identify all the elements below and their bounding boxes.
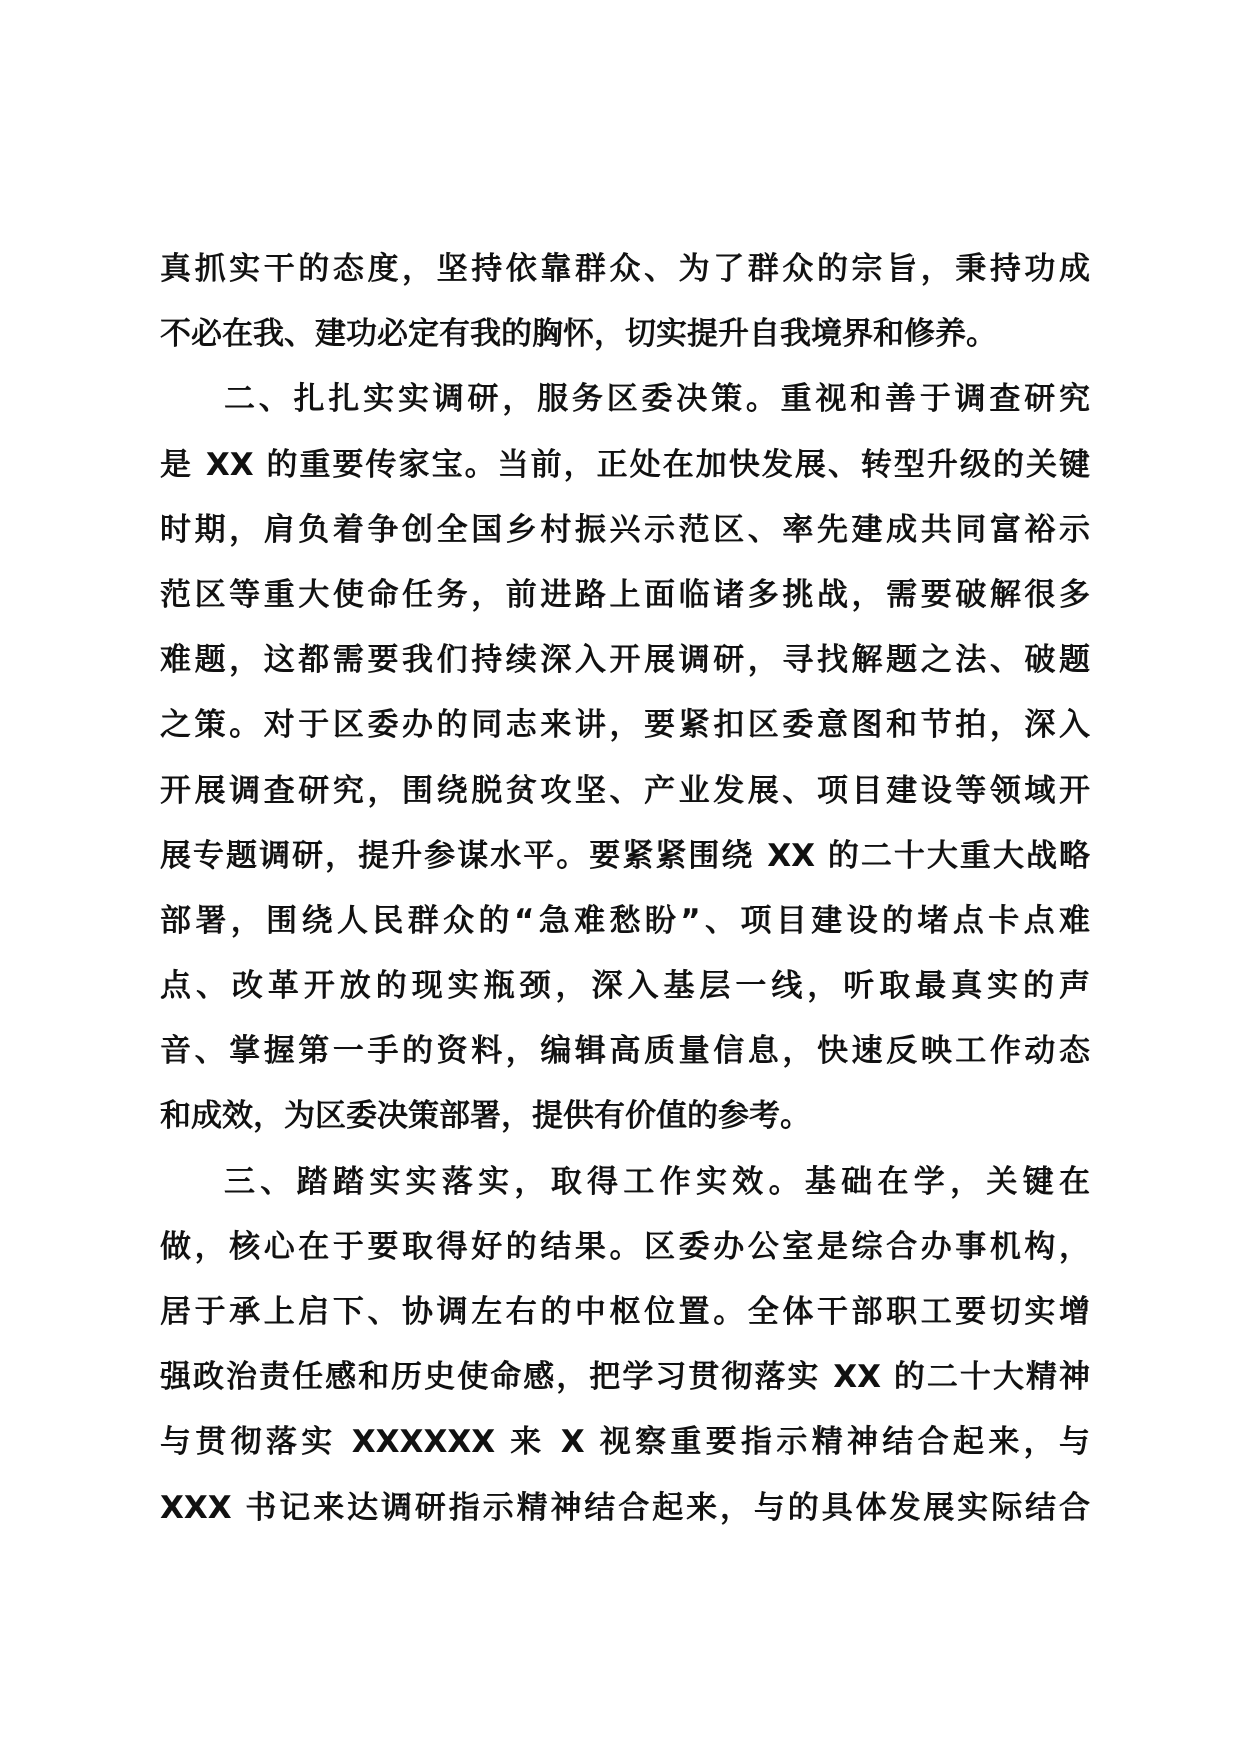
paragraph-line: 开展调查研究，围绕脱贫攻坚、产业发展、项目建设等领域开	[160, 772, 1090, 809]
paragraph-line: 部署，围绕人民群众的“急难愁盼”、项目建设的堵点卡点难	[160, 902, 1090, 939]
paragraph-line: 音、掌握第一手的资料，编辑高质量信息，快速反映工作动态	[160, 1033, 1090, 1070]
paragraph-line: 与贯彻落实 XXXXXX 来 X 视察重要指示精神结合起来，与	[160, 1424, 1090, 1461]
document-body	[160, 237, 1090, 1541]
paragraph-line: 时期，肩负着争创全国乡村振兴示范区、率先建成共同富裕示	[160, 511, 1090, 548]
paragraph-line: 范区等重大使命任务，前进路上面临诸多挑战，需要破解很多	[160, 576, 1090, 613]
paragraph-line: 居于承上启下、协调左右的中枢位置。全体干部职工要切实增	[160, 1294, 1090, 1330]
paragraph-line: 是 XX 的重要传家宝。当前，正处在加快发展、转型升级的关键	[160, 446, 1090, 483]
paragraph-line: 展专题调研，提升参谋水平。要紧紧围绕 XX 的二十大重大战略	[160, 837, 1090, 874]
paragraph-line: XXX 书记来达调研指示精神结合起来，与的具体发展实际结合	[160, 1489, 1090, 1526]
section-heading-line: 三、踏踏实实落实，取得工作实效。基础在学，关键在	[224, 1163, 1090, 1200]
paragraph-line: 点、改革开放的现实瓶颈，深入基层一线，听取最真实的声	[160, 968, 1090, 1005]
paragraph-line: 真抓实干的态度，坚持依靠群众、为了群众的宗旨，秉持功成	[160, 251, 1090, 287]
paragraph-line: 做，核心在于要取得好的结果。区委办公室是综合办事机构，	[160, 1228, 1090, 1265]
paragraph-line: 之策。对于区委办的同志来讲，要紧扣区委意图和节拍，深入	[160, 707, 1090, 744]
section-heading-line: 二、扎扎实实调研，服务区委决策。重视和善于调查研究	[224, 381, 1090, 418]
paragraph-line: 和成效，为区委决策部署，提供有价值的参考。	[160, 1098, 811, 1135]
paragraph-line: 强政治责任感和历史使命感，把学习贯彻落实 XX 的二十大精神	[160, 1359, 1090, 1396]
paragraph-line: 难题，这都需要我们持续深入开展调研，寻找解题之法、破题	[160, 642, 1090, 679]
paragraph-line: 不必在我、建功必定有我的胸怀，切实提升自我境界和修养。	[160, 316, 997, 353]
